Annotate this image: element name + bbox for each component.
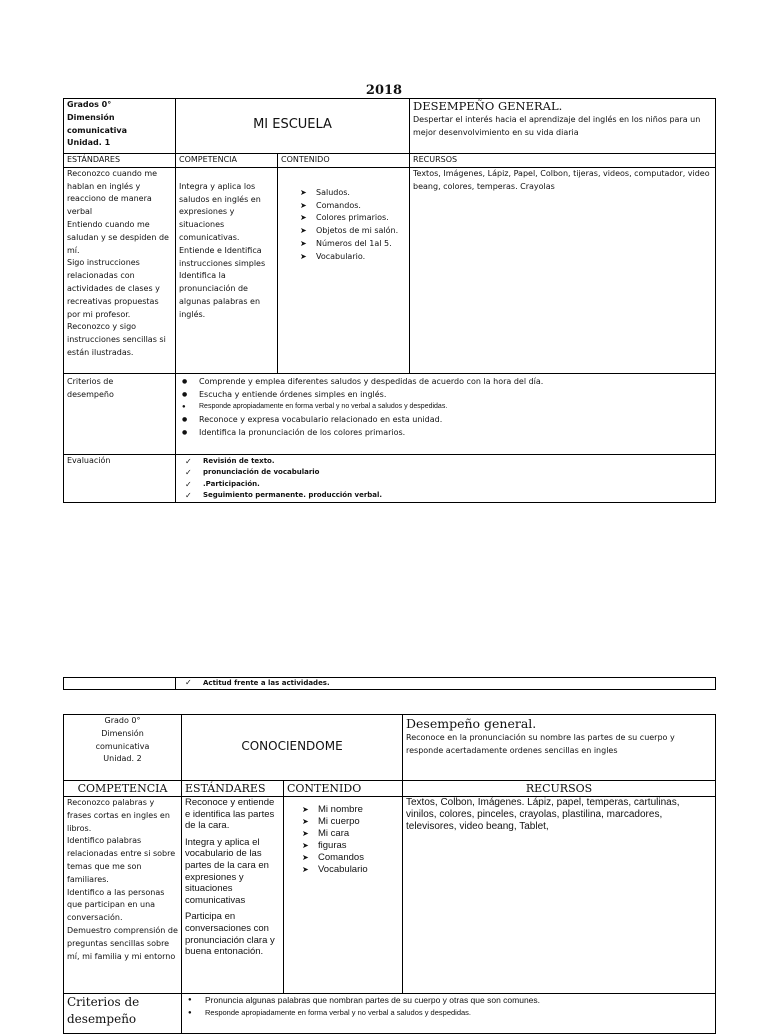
list-item: ➤ figuras [302, 840, 399, 852]
unit2-recursos: Textos, Colbon, Imágenes. Lápiz, papel, temperas, cartulinas, vinilos, colores, pinceles, crayolas, plastilina, marcadores, televisores, video beang, Tablet, [403, 797, 716, 994]
unit1-continuation-cell [176, 678, 716, 690]
unit1-header-contenido: CONTENIDO [278, 154, 410, 168]
unit1-continuation-list [179, 678, 712, 688]
unit2-desempeno-cell [403, 715, 716, 781]
unit2-criterios-cell [182, 994, 716, 1034]
unit1-contenido-list [300, 187, 406, 264]
unit1-criterios-list [179, 376, 712, 440]
list-item: ● Responde apropiadamente en forma verbal y no verbal a saludos y despedidas. [185, 1007, 712, 1020]
unit1-evaluacion-label: Evaluación [64, 454, 176, 502]
unit2-grade-info: Grado 0° Dimensión comunicativa Unidad. 2 [64, 715, 182, 781]
unit2-title-text: CONOCIENDOME [241, 739, 343, 754]
unit2-contenido-cell [284, 797, 403, 994]
unit1-desempeno-cell [410, 99, 716, 154]
unit2-header-estandares: ESTÁNDARES [182, 781, 284, 797]
unit2-header-recursos: RECURSOS [403, 781, 716, 797]
list-item: ➤ Números del 1al 5. [300, 238, 406, 251]
unit2-competencia: Reconozco palabras y frases cortas en ingles en libros. Identifico palabras relacionadas entre si sobre temas que me son familiares. Identifico a las personas que participan en una conversación. Demuestro comprensión de preguntas sencillas sobre mí, mi familia y mi entorno [64, 797, 182, 994]
unit1-desempeno-title: DESEMPEÑO GENERAL. [413, 99, 563, 113]
unit2-criterios-label: Criterios de desempeño [64, 994, 182, 1034]
list-item: ● Escucha y entiende órdenes simples en inglés. [179, 389, 712, 402]
list-item: ➤ Comandos. [300, 200, 406, 213]
unit1-criterios-label: Criterios de desempeño [64, 373, 176, 454]
unit2-estandares-p3: Participa en conversaciones con pronunciación clara y buena entonación. [185, 911, 275, 958]
list-item: ● Pronuncia algunas palabras que nombran partes de su cuerpo y otras que son comunes. [185, 994, 712, 1007]
unit1-contenido-cell [278, 167, 410, 373]
list-item: ✓ .Participación. [179, 479, 712, 491]
unit2-estandares-p1: Reconoce y entiende e identifica las partes de la cara. [185, 797, 275, 832]
list-item: ✓ Actitud frente a las actividades. [179, 678, 712, 688]
unit2-title [182, 715, 403, 781]
list-item: ➤ Mi cuerpo [302, 816, 399, 828]
unit2-estandares-p2: Integra y aplica el vocabulario de las partes de la cara en expresiones y situaciones comunicativas [185, 836, 269, 906]
unit2-planning-table [63, 714, 716, 1034]
unit2-criterios-list [185, 994, 712, 1020]
list-item: ✓ Revisión de texto. [179, 456, 712, 468]
unit2-contenido-list [302, 804, 399, 876]
unit1-continuation-table [63, 677, 716, 690]
list-item: ✓ Seguimiento permanente. producción verbal. [179, 490, 712, 502]
list-item: ➤ Mi cara [302, 828, 399, 840]
list-item: ● Comprende y emplea diferentes saludos y despedidas de acuerdo con la hora del día. [179, 376, 712, 389]
unit2-desempeno-title: Desempeño general. [406, 716, 537, 731]
document-year: 2018 [365, 83, 403, 98]
unit2-header-contenido: CONTENIDO [284, 781, 403, 797]
unit1-evaluacion-cell [176, 454, 716, 502]
unit1-estandares: Reconozco cuando me hablan en inglés y reacciono de manera verbal Entiendo cuando me saludan y se despiden de mí. Sigo instrucciones relacionadas con actividades de clases y recreativas propuestas por mi profesor. Reconozco y sigo instrucciones sencillas si están ilustradas. [64, 167, 176, 373]
list-item: ➤ Vocabulario. [300, 251, 406, 264]
list-item: ➤ Saludos. [300, 187, 406, 200]
list-item: ✓ pronunciación de vocabulario [179, 467, 712, 479]
unit1-recursos: Textos, Imágenes, Lápiz, Papel, Colbon, tijeras, videos, computador, video beang, colores, temperas. Crayolas [410, 167, 716, 373]
list-item: ➤ Colores primarios. [300, 212, 406, 225]
unit1-title [176, 99, 410, 154]
list-item: ➤ Objetos de mi salón. [300, 225, 406, 238]
list-item: ● Reconoce y expresa vocabulario relacionado en esta unidad. [179, 414, 712, 427]
unit1-header-estandares: ESTÁNDARES [64, 154, 176, 168]
list-item: ● Responde apropiadamente en forma verbal y no verbal a saludos y despedidas. [179, 401, 712, 414]
unit1-continuation-label [64, 678, 176, 690]
unit2-desempeno-text: Reconoce en la pronunciación su nombre las partes de su cuerpo y responde acertadamente ordenes sencillas en ingles [406, 733, 675, 755]
unit1-evaluacion-list [179, 456, 712, 502]
unit1-title-text: MI ESCUELA [253, 117, 332, 133]
unit2-header-competencia: COMPETENCIA [64, 781, 182, 797]
unit1-header-recursos: RECURSOS [410, 154, 716, 168]
unit1-grade-info: Grados 0° Dimensión comunicativa Unidad. 1 [64, 99, 176, 154]
unit1-header-competencia: COMPETENCIA [176, 154, 278, 168]
list-item: ➤ Vocabulario [302, 864, 399, 876]
unit1-competencia: Integra y aplica los saludos en inglés en expresiones y situaciones comunicativas. Entiende e Identifica instrucciones simples Identifica la pronunciación de algunas palabras en inglés. [176, 167, 278, 373]
list-item: ➤ Mi nombre [302, 804, 399, 816]
list-item: ● Identifica la pronunciación de los colores primarios. [179, 427, 712, 440]
list-item: ➤ Comandos [302, 852, 399, 864]
unit1-criterios-cell [176, 373, 716, 454]
unit2-estandares-cell [182, 797, 284, 994]
unit1-desempeno-text: Despertar el interés hacia el aprendizaje del inglés en los niños para un mejor desenvolvimiento en su vida diaria [413, 115, 701, 137]
unit1-planning-table [63, 98, 716, 503]
